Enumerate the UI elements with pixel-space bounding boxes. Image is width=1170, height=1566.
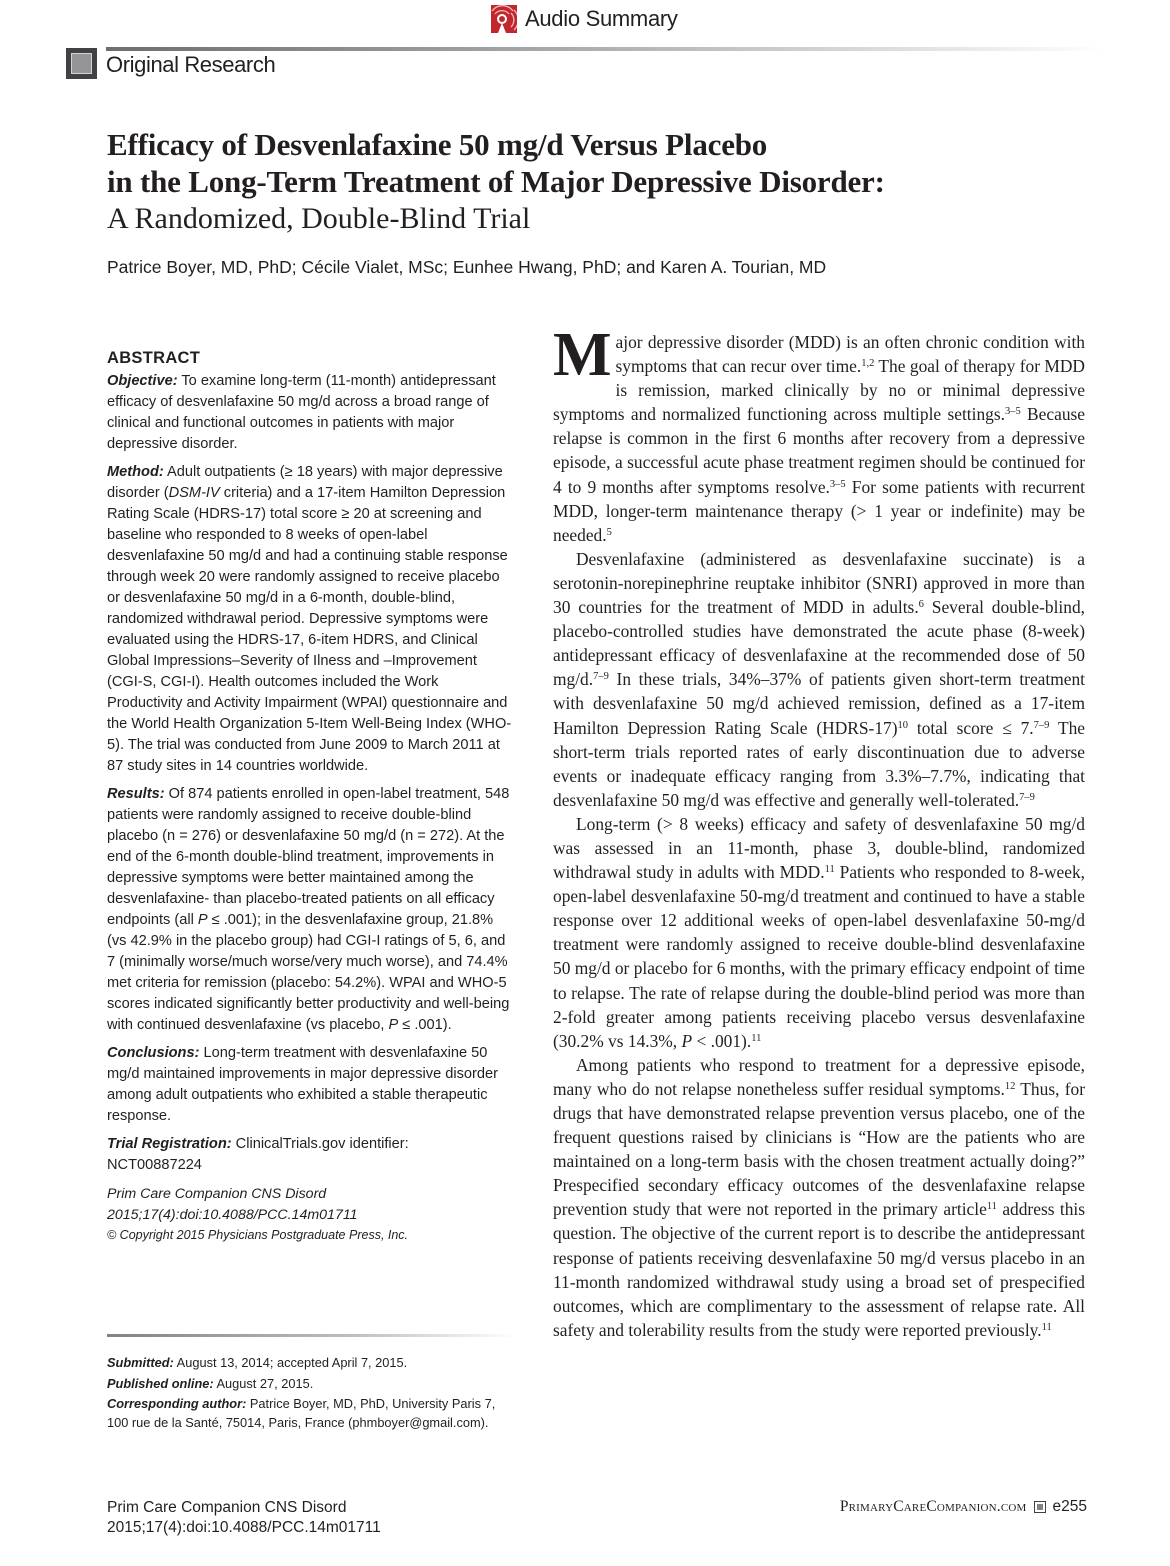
results-text-end: ≤ .001). — [398, 1017, 452, 1033]
copyright: © Copyright 2015 Physicians Postgraduate Press, Inc. — [107, 1228, 409, 1242]
method-text: Adult outpatients (≥ 18 years) with major depressive disorder ( — [107, 464, 503, 501]
abstract-divider — [107, 1334, 517, 1337]
article-title — [107, 126, 1087, 238]
citation — [107, 1184, 512, 1226]
published-label: Published online: — [107, 1375, 214, 1391]
section-marker-icon — [66, 48, 97, 79]
trial-text: ClinicalTrials.gov identifier: — [231, 1136, 409, 1152]
citation-ref[interactable]: 10 — [897, 719, 909, 731]
published-text: August 27, 2015. — [213, 1375, 314, 1391]
conclusions-text: Long-term treatment with desvenlafaxine 50 mg/d maintained improvements in major depressive disorder among adult outpatients who exhibited a stable therapeutic response. — [107, 1045, 498, 1124]
method-text-cont: criteria) and a 17-item Hamilton Depression Rating Scale (HDRS-17) total score ≥ 20 at screening and baseline who responded to 8 weeks of open-label desvenlafaxine 50 mg/d and had a continuing stable response through week 20 were randomly assigned to receive placebo or desvenlafaxine 50 mg/d in a 6-month, double-blind, randomized withdrawal period. Depressive symptoms were evaluated using the HDRS-17, 6-item HDRS, and Clinical Global Impressions–Severity of Ilness and –Improvement (CGI-S, CGI-I). Health outcomes included the Work Productivity and Activity Impairment (WPAI) questionnaire and the World Health Organization 5-Item Well-Being Index (WHO-5). The trial was conducted from June 2009 to March 2011 at 87 study sites in 14 countries worldwide. — [107, 485, 512, 774]
body-text: In these trials, 34%–37% of patients given short-term treatment with desvenlafaxine 50 mg/d achieved remission, defined as a 17-item Hamilton Depression Rating Scale (HDRS-17) — [553, 669, 1085, 738]
footer-journal-name: Prim Care Companion CNS Disord — [107, 1499, 347, 1516]
citation-ref[interactable]: 12 — [1004, 1080, 1016, 1092]
body-text: For some patients with recurrent MDD, longer-term maintenance therapy (> 1 year or indefinite) may be needed. — [553, 476, 1085, 545]
abstract-results — [107, 784, 512, 1036]
body-text: total score ≤ 7. — [908, 717, 1034, 738]
square-separator-icon — [1034, 1501, 1046, 1513]
body-text: Several double-blind, placebo-controlled studies have demonstrated the acute phase (8-week) antidepressant efficacy of desvenlafaxine at the recommended dose of 50 mg/d. — [553, 597, 1086, 690]
footer-doi: 2015;17(4):doi:10.4088/PCC.14m01711 — [107, 1519, 381, 1536]
section-rule — [106, 47, 1106, 51]
body-text: The goal of therapy for MDD is remission, marked clinically by no or minimal depressive symptoms and normalized functioning across multiple settings. — [553, 356, 1085, 425]
footer-right — [840, 1498, 1087, 1516]
citation-doi[interactable]: 2015;17(4):doi:10.4088/PCC.14m01711 — [107, 1207, 358, 1223]
article-body — [553, 321, 1086, 1342]
body-paragraph-2 — [553, 547, 1085, 812]
abstract — [107, 348, 512, 1244]
method-label: Method: — [107, 464, 164, 480]
objective-text: To examine long-term (11-month) antidepressant efficacy of desvenlafaxine 50 mg/d across a broad range of clinical and functional outcomes in patients with major depressive disorder. — [107, 373, 496, 452]
citation-ref[interactable]: 7–9 — [593, 671, 609, 683]
article-subtitle: A Randomized, Double-Blind Trial — [107, 202, 531, 235]
body-text: Because relapse is common in the first 6 months after recovery from a depressive episode, a successful acute phase treatment regimen should be continued for 4 to 9 months after symptoms resolve. — [553, 404, 1085, 497]
results-label: Results: — [107, 786, 165, 802]
results-text: Of 874 patients enrolled in open-label treatment, 548 patients were randomly assigned to receive double-blind placebo (n = 276) or desvenlafaxine 50 mg/d (n = 272). At the end of the 6-month double-blind treatment, improvements in depressive symptoms were better maintained among the desvenlafaxine- than placebo-treated patients on all efficacy endpoints (all — [107, 786, 510, 928]
body-text: Among patients who respond to treatment for a depressive episode, many who do not relapse nonetheless suffer residual symptoms. — [553, 1054, 1085, 1099]
corresponding-label: Corresponding author: — [107, 1396, 247, 1411]
article-meta — [107, 1354, 517, 1434]
abstract-method — [107, 462, 512, 777]
trial-label: Trial Registration: — [107, 1136, 232, 1152]
p-value-symbol: P — [197, 912, 208, 928]
abstract-objective — [107, 371, 512, 455]
body-paragraph-4 — [553, 1053, 1085, 1342]
abstract-conclusions — [107, 1043, 512, 1127]
corresponding-author — [107, 1395, 517, 1432]
body-text: Desvenlafaxine (administered as desvenlafaxine succinate) is a serotonin-norepinephrine reuptake inhibitor (SNRI) approved in more than 30 countries for the treatment of MDD in adults. — [553, 548, 1085, 618]
citation-ref[interactable]: 7–9 — [1033, 719, 1050, 731]
body-text: The short-term trials reported rates of early discontinuation due to adverse events or inadequate efficacy ranging from 3.3%–7.7%, indicating that desvenlafaxine 50 mg/d was effective and generally well-tolerated. — [553, 717, 1085, 810]
page-number: e255 — [1052, 1498, 1087, 1515]
citation-ref[interactable]: 7–9 — [1019, 791, 1035, 803]
p-value-symbol: P — [681, 1030, 693, 1051]
footer-journal — [107, 1498, 381, 1538]
submitted-label: Submitted: — [107, 1355, 174, 1370]
citation-ref[interactable]: 11 — [751, 1032, 762, 1044]
citation-ref[interactable]: 11 — [824, 864, 835, 876]
conclusions-label: Conclusions: — [107, 1045, 200, 1061]
citation-ref[interactable]: 5 — [606, 526, 612, 538]
body-text: Patients who responded to 8-week, open-label desvenlafaxine 50-mg/d treatment and continued to have a stable response over 12 additional weeks of open-label desvenlafaxine 50-mg/d treatment were randomly assigned to receive double-blind desvenlafaxine 50 mg/d or placebo for 6 months, with the primary efficacy endpoint of time to relapse. The rate of relapse during the double-blind period was more than 2-fold greater among patients receiving placebo versus desvenlafaxine (30.2% vs 14.3%, — [553, 862, 1085, 1051]
submitted-info — [107, 1354, 517, 1373]
abstract-trial-registration — [107, 1134, 512, 1176]
abstract-heading: ABSTRACT — [107, 349, 201, 367]
citation-ref[interactable]: 1,2 — [861, 358, 875, 370]
results-text-cont: ≤ .001); in the desvenlafaxine group, 21.8% (vs 42.9% in the placebo group) had CGI-I ratings of 5, 6, and 7 (minimally worse/much worse/very much worse), and 74.4% met criteria for remission (placebo: 54.2%). WPAI and WHO-5 scores indicated significantly better productivity and well-being with continued desvenlafaxine (vs placebo, — [107, 912, 510, 1033]
method-dsm: DSM-IV — [168, 485, 220, 501]
body-text: Thus, for drugs that have demonstrated relapse prevention versus placebo, one of the frequent questions raised by clinicians is “How are the patients who are maintained on a long-term basis with the chosen treatment actually doing?” Prespecified secondary efficacy outcomes of the desvenlafaxine relapse prevention study that were not reported in the primary article — [553, 1078, 1085, 1220]
body-text: address this question. The objective of the current report is to describe the antidepressant response of patients receiving desvenlafaxine 50 mg/d versus placebo in an 11-month randomized withdrawal study using a broad set of prespecified outcomes, which are complimentary to the assessment of relapse rate. All safety and tolerability results from the study were reported previously. — [553, 1199, 1085, 1340]
objective-label: Objective: — [107, 373, 178, 389]
submitted-text: August 13, 2014; accepted April 7, 2015. — [173, 1355, 408, 1370]
citation-ref[interactable]: 11 — [986, 1201, 997, 1213]
citation-ref[interactable]: 11 — [1041, 1321, 1052, 1333]
published-info — [107, 1375, 517, 1394]
p-value-symbol: P — [388, 1017, 399, 1033]
footer-site-link[interactable]: PrimaryCareCompanion.com — [839, 1498, 1027, 1515]
citation-journal: Prim Care Companion CNS Disord — [107, 1186, 327, 1202]
audio-summary-label: Audio Summary — [525, 6, 678, 31]
section-label: Original Research — [106, 52, 276, 77]
body-paragraph-3 — [553, 812, 1085, 1053]
trial-id-link[interactable]: NCT00887224 — [107, 1157, 202, 1173]
drop-cap: M — [553, 321, 612, 389]
audio-summary-link[interactable] — [491, 4, 678, 34]
author-list: Patrice Boyer, MD, PhD; Cécile Vialet, MSc; Eunhee Hwang, PhD; and Karen A. Tourian, MD — [107, 257, 827, 277]
citation-ref[interactable]: 3–5 — [1004, 406, 1021, 418]
citation-ref[interactable]: 6 — [918, 599, 924, 611]
corresponding-text: Patrice Boyer, MD, PhD, University Paris 7, 100 rue de la Santé, 75014, Paris, France (phmboyer@gmail.com). — [107, 1396, 496, 1430]
audio-broadcast-icon — [491, 5, 517, 33]
title-line-2: in the Long-Term Treatment of Major Depressive Disorder: — [107, 164, 885, 199]
body-paragraph-1 — [553, 321, 1085, 547]
citation-ref[interactable]: 3–5 — [829, 478, 846, 490]
body-text: ajor depressive disorder (MDD) is an often chronic condition with symptoms that can recur over time. — [615, 332, 1085, 377]
body-text: Long-term (> 8 weeks) efficacy and safety of desvenlafaxine 50 mg/d was assessed in an 11-month, phase 3, double-blind, randomized withdrawal study in adults with MDD. — [553, 813, 1085, 883]
body-text: < .001). — [692, 1030, 752, 1051]
title-line-1: Efficacy of Desvenlafaxine 50 mg/d Versus Placebo — [107, 127, 768, 162]
